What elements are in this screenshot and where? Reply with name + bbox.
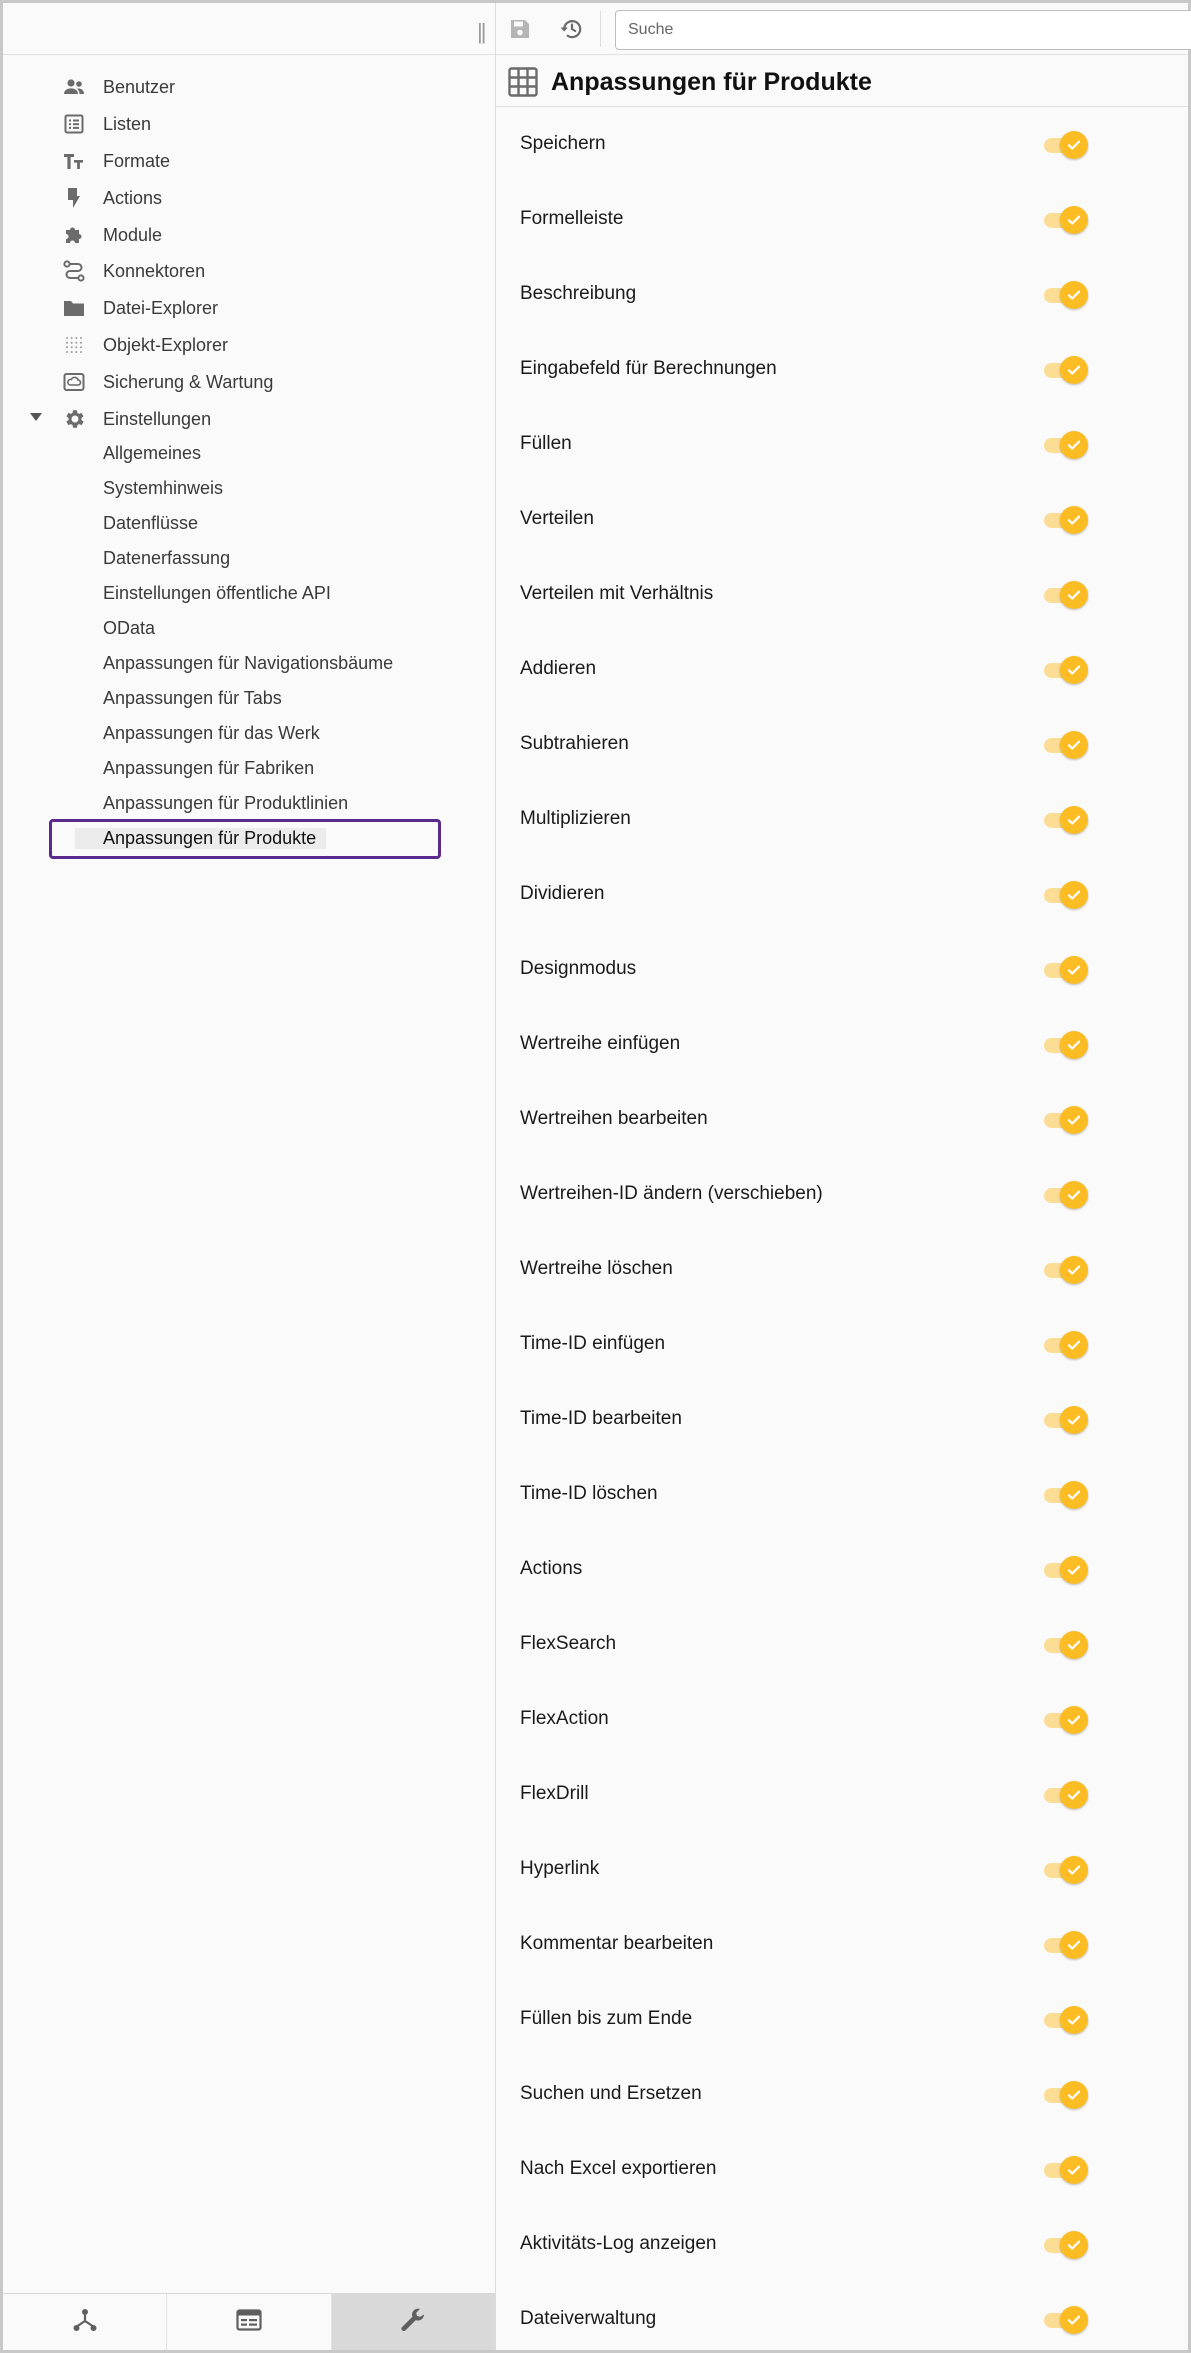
sidebar-subitem-label: OData [103, 617, 156, 638]
wrench-icon [399, 2306, 427, 2339]
setting-toggle[interactable] [1044, 205, 1090, 235]
sidebar-item-benutzer[interactable] [3, 70, 495, 104]
setting-row [496, 1232, 1188, 1307]
toggle-thumb [1060, 1781, 1088, 1809]
sidebar-subitem-fabriken[interactable] [75, 753, 324, 783]
setting-label: Kommentar bearbeiten [520, 1933, 714, 1954]
setting-row [496, 557, 1188, 632]
sidebar-subitem-label: Anpassungen für Produktlinien [103, 792, 349, 813]
toolbar-separator [600, 11, 601, 47]
toggle-thumb [1060, 1406, 1088, 1434]
setting-row [496, 407, 1188, 482]
setting-toggle[interactable] [1044, 1030, 1090, 1060]
setting-toggle[interactable] [1044, 955, 1090, 985]
setting-row [496, 257, 1188, 332]
check-icon [1066, 137, 1082, 153]
toggle-thumb [1060, 1706, 1088, 1734]
toggle-thumb [1060, 1631, 1088, 1659]
toggle-thumb [1060, 2156, 1088, 2184]
setting-label: Beschreibung [520, 283, 637, 304]
setting-row [496, 1982, 1188, 2057]
sidebar-item-label: Sicherung & Wartung [103, 371, 274, 392]
sidebar-item-objekt-explorer[interactable] [3, 328, 495, 362]
hierarchy-icon [72, 2307, 98, 2338]
setting-label: Hyperlink [520, 1858, 600, 1879]
setting-toggle[interactable] [1044, 355, 1090, 385]
check-icon [1066, 1637, 1082, 1653]
setting-toggle[interactable] [1044, 805, 1090, 835]
toggle-thumb [1060, 1856, 1088, 1884]
sidebar-item-label: Konnektoren [103, 260, 206, 281]
setting-toggle[interactable] [1044, 1480, 1090, 1510]
sidebar-subitem-navigationsbaeume[interactable] [75, 648, 403, 678]
setting-row [496, 2057, 1188, 2132]
sidebar-subitem-odata[interactable] [75, 613, 165, 643]
chevron-down-icon[interactable] [30, 413, 42, 421]
sidebar-subitem-label: Anpassungen für Navigationsbäume [103, 652, 394, 673]
setting-toggle[interactable] [1044, 1930, 1090, 1960]
setting-row [496, 2132, 1188, 2207]
setting-label: Suchen und Ersetzen [520, 2083, 702, 2104]
bottom-nav [3, 2293, 495, 2350]
toggle-thumb [1060, 581, 1088, 609]
setting-label: Actions [520, 1558, 583, 1579]
toggle-thumb [1060, 731, 1088, 759]
toggle-thumb [1060, 1931, 1088, 1959]
toggle-thumb [1060, 1106, 1088, 1134]
check-icon [1066, 2312, 1082, 2328]
check-icon [1066, 212, 1082, 228]
setting-toggle[interactable] [1044, 2080, 1090, 2110]
check-icon [1066, 437, 1082, 453]
setting-toggle[interactable] [1044, 1630, 1090, 1660]
setting-label: Wertreihen-ID ändern (verschieben) [520, 1183, 823, 1204]
setting-label: Dividieren [520, 883, 605, 904]
browser-window-icon [236, 2309, 262, 2336]
setting-toggle[interactable] [1044, 1780, 1090, 1810]
setting-row [496, 1457, 1188, 1532]
text-format-icon [61, 148, 87, 174]
setting-label: Eingabefeld für Berechnungen [520, 358, 777, 379]
setting-toggle[interactable] [1044, 430, 1090, 460]
check-icon [1066, 1862, 1082, 1878]
setting-toggle[interactable] [1044, 1180, 1090, 1210]
setting-label: FlexDrill [520, 1783, 589, 1804]
check-icon [1066, 1187, 1082, 1203]
setting-row [496, 1907, 1188, 1982]
setting-label: Designmodus [520, 958, 637, 979]
sidebar-item-label: Formate [103, 150, 171, 171]
sidebar-subitem-label: Einstellungen öffentliche API [103, 582, 331, 603]
setting-toggle[interactable] [1044, 655, 1090, 685]
sidebar-item-konnektoren[interactable] [3, 254, 495, 288]
setting-label: Time-ID löschen [520, 1483, 658, 1504]
toggle-thumb [1060, 431, 1088, 459]
check-icon [1066, 812, 1082, 828]
toggle-thumb [1060, 2306, 1088, 2334]
sidebar-item-sicherung-wartung[interactable] [3, 365, 495, 399]
check-icon [1066, 587, 1082, 603]
setting-label: FlexAction [520, 1708, 609, 1729]
check-icon [1066, 1787, 1082, 1803]
setting-row [496, 2207, 1188, 2282]
setting-label: Füllen [520, 433, 572, 454]
save-icon[interactable] [506, 15, 534, 43]
bottom-nav-views[interactable] [167, 2294, 331, 2350]
setting-row [496, 2282, 1188, 2353]
list-icon [61, 111, 87, 137]
setting-label: Wertreihe löschen [520, 1258, 673, 1279]
check-icon [1066, 512, 1082, 528]
setting-row [496, 1682, 1188, 1757]
check-icon [1066, 2237, 1082, 2253]
page-title: Anpassungen für Produkte [551, 68, 872, 96]
gear-icon [61, 406, 87, 432]
setting-label: Subtrahieren [520, 733, 629, 754]
setting-label: Formelleiste [520, 208, 624, 229]
setting-label: Verteilen [520, 508, 594, 529]
check-icon [1066, 962, 1082, 978]
setting-toggle[interactable] [1044, 280, 1090, 310]
setting-label: Addieren [520, 658, 597, 679]
sidebar-item-listen[interactable] [3, 107, 495, 141]
toggle-thumb [1060, 1481, 1088, 1509]
grid-icon [508, 67, 538, 102]
backup-icon [61, 369, 87, 395]
toggle-thumb [1060, 1556, 1088, 1584]
sidebar-subitem-allgemeines[interactable] [75, 438, 211, 468]
sidebar-subitem-label: Anpassungen für das Werk [103, 722, 320, 743]
setting-toggle[interactable] [1044, 580, 1090, 610]
setting-toggle[interactable] [1044, 505, 1090, 535]
setting-toggle[interactable] [1044, 2230, 1090, 2260]
setting-toggle[interactable] [1044, 1105, 1090, 1135]
setting-label: Time-ID bearbeiten [520, 1408, 682, 1429]
check-icon [1066, 887, 1082, 903]
setting-label: Dateiverwaltung [520, 2308, 657, 2329]
setting-label: FlexSearch [520, 1633, 617, 1654]
sidebar-subitem-werk[interactable] [75, 718, 330, 748]
check-icon [1066, 1487, 1082, 1503]
check-icon [1066, 1112, 1082, 1128]
search-input[interactable] [615, 10, 1191, 50]
setting-toggle[interactable] [1044, 1705, 1090, 1735]
sidebar-header [3, 3, 495, 55]
toggle-thumb [1060, 1181, 1088, 1209]
check-icon [1066, 737, 1082, 753]
setting-row [496, 1157, 1188, 1232]
setting-row [496, 782, 1188, 857]
toggle-thumb [1060, 506, 1088, 534]
toggle-thumb [1060, 2231, 1088, 2259]
setting-row [496, 1307, 1188, 1382]
setting-row [496, 707, 1188, 782]
sidebar-subitem-tabs[interactable] [75, 683, 292, 713]
history-icon[interactable] [558, 15, 586, 43]
sidebar-subitem-einstellungen-api[interactable] [75, 578, 341, 608]
sidebar-item-label: Actions [103, 187, 163, 208]
toolbar [496, 3, 1188, 55]
sidebar-item-datei-explorer[interactable] [3, 291, 495, 325]
setting-row [496, 332, 1188, 407]
setting-label: Nach Excel exportieren [520, 2158, 717, 2179]
toggle-thumb [1060, 356, 1088, 384]
setting-label: Füllen bis zum Ende [520, 2008, 693, 2029]
toggle-thumb [1060, 881, 1088, 909]
toggle-thumb [1060, 656, 1088, 684]
setting-label: Wertreihe einfügen [520, 1033, 681, 1054]
check-icon [1066, 1562, 1082, 1578]
setting-label: Multiplizieren [520, 808, 631, 829]
sidebar-item-label: Datei-Explorer [103, 297, 219, 318]
setting-label: Verteilen mit Verhältnis [520, 583, 714, 604]
toggle-thumb [1060, 1031, 1088, 1059]
puzzle-icon [61, 222, 87, 248]
check-icon [1066, 1937, 1082, 1953]
toggle-thumb [1060, 1331, 1088, 1359]
check-icon [1066, 1712, 1082, 1728]
setting-row [496, 1007, 1188, 1082]
sidebar-subitem-produkte[interactable] [75, 823, 326, 853]
setting-toggle[interactable] [1044, 2005, 1090, 2035]
check-icon [1066, 2012, 1082, 2028]
sidebar-item-label: Module [103, 224, 163, 245]
bottom-nav-admin[interactable] [332, 2294, 495, 2350]
sidebar-subitem-label: Anpassungen für Tabs [103, 687, 282, 708]
setting-row [496, 1757, 1188, 1832]
dots-grid-icon [61, 332, 87, 358]
sidebar [3, 3, 495, 2350]
sidebar-item-label: Objekt-Explorer [103, 334, 229, 355]
sidebar-subitem-label: Anpassungen für Fabriken [103, 757, 315, 778]
setting-row [496, 932, 1188, 1007]
toggle-thumb [1060, 131, 1088, 159]
setting-toggle[interactable] [1044, 2155, 1090, 2185]
toggle-thumb [1060, 2081, 1088, 2109]
main-content [496, 3, 1188, 2350]
resize-handle[interactable]: || [477, 19, 485, 44]
setting-toggle[interactable] [1044, 730, 1090, 760]
setting-toggle[interactable] [1044, 2305, 1090, 2335]
connector-icon [61, 258, 87, 284]
setting-row [496, 1607, 1188, 1682]
sidebar-subitem-datenfluesse[interactable] [75, 508, 208, 538]
setting-label: Speichern [520, 133, 606, 154]
setting-label: Wertreihen bearbeiten [520, 1108, 708, 1129]
sidebar-subitem-label: Anpassungen für Produkte [75, 828, 326, 849]
sidebar-subitem-label: Allgemeines [103, 442, 202, 463]
setting-toggle[interactable] [1044, 1855, 1090, 1885]
users-icon [61, 74, 87, 100]
toggle-thumb [1060, 1256, 1088, 1284]
toggle-thumb [1060, 2006, 1088, 2034]
setting-row [496, 182, 1188, 257]
bottom-nav-hierarchy[interactable] [3, 2294, 167, 2350]
sidebar-subitem-systemhinweis[interactable] [75, 473, 233, 503]
sidebar-item-label: Benutzer [103, 76, 176, 97]
folder-icon [61, 295, 87, 321]
check-icon [1066, 287, 1082, 303]
check-icon [1066, 1337, 1082, 1353]
sidebar-item-formate[interactable] [3, 144, 495, 178]
setting-row [496, 1832, 1188, 1907]
sidebar-item-actions[interactable] [3, 181, 495, 215]
setting-row [496, 857, 1188, 932]
sidebar-subitem-label: Datenerfassung [103, 547, 231, 568]
setting-row [496, 1082, 1188, 1157]
check-icon [1066, 1037, 1082, 1053]
page-header [496, 55, 1188, 107]
toggle-thumb [1060, 806, 1088, 834]
setting-label: Time-ID einfügen [520, 1333, 666, 1354]
check-icon [1066, 362, 1082, 378]
setting-toggle[interactable] [1044, 130, 1090, 160]
setting-row [496, 1532, 1188, 1607]
setting-row [496, 1382, 1188, 1457]
setting-row [496, 482, 1188, 557]
sidebar-subitem-label: Systemhinweis [103, 477, 224, 498]
setting-toggle[interactable] [1044, 1405, 1090, 1435]
sidebar-item-module[interactable] [3, 218, 495, 252]
lightning-icon [61, 185, 87, 211]
setting-toggle[interactable] [1044, 1555, 1090, 1585]
check-icon [1066, 1412, 1082, 1428]
check-icon [1066, 1262, 1082, 1278]
setting-row [496, 632, 1188, 707]
setting-toggle[interactable] [1044, 1255, 1090, 1285]
setting-toggle[interactable] [1044, 880, 1090, 910]
sidebar-subitem-label: Datenflüsse [103, 512, 199, 533]
sidebar-item-label: Einstellungen [103, 408, 212, 429]
check-icon [1066, 2087, 1082, 2103]
sidebar-subitem-produktlinien[interactable] [75, 788, 358, 818]
setting-label: Aktivitäts-Log anzeigen [520, 2233, 717, 2254]
toggle-thumb [1060, 206, 1088, 234]
setting-toggle[interactable] [1044, 1330, 1090, 1360]
toggle-thumb [1060, 956, 1088, 984]
sidebar-subitem-datenerfassung[interactable] [75, 543, 240, 573]
setting-row [496, 107, 1188, 182]
sidebar-item-label: Listen [103, 113, 152, 134]
toggle-thumb [1060, 281, 1088, 309]
sidebar-item-einstellungen[interactable] [3, 402, 495, 436]
check-icon [1066, 662, 1082, 678]
check-icon [1066, 2162, 1082, 2178]
